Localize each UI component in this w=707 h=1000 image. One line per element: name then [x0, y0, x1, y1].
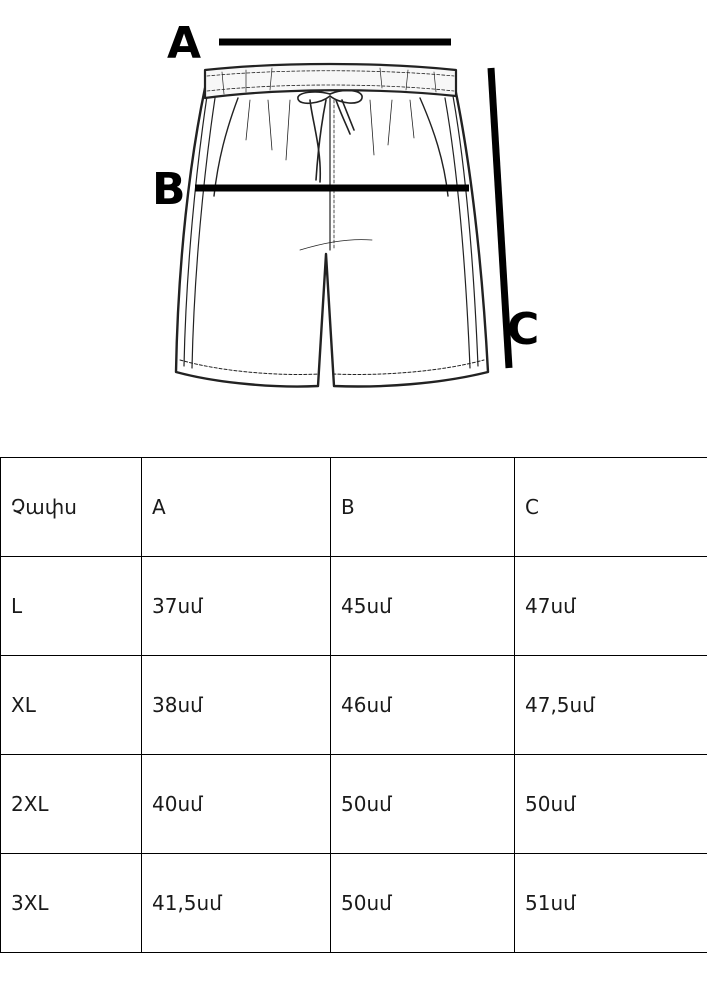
table-cell: 37սմ — [142, 557, 331, 656]
shorts-illustration — [0, 0, 707, 410]
table-row — [1, 557, 707, 656]
table-cell: 38սմ — [142, 656, 331, 755]
header-a: A — [142, 458, 331, 557]
header-b: B — [331, 458, 515, 557]
table-cell: 40սմ — [142, 755, 331, 854]
table-row — [1, 755, 707, 854]
table-cell: 41,5սմ — [142, 854, 331, 953]
table-cell: 3XL — [1, 854, 142, 953]
shorts-measurement-diagram — [0, 0, 707, 410]
table-header-row — [1, 458, 707, 557]
table-cell: 2XL — [1, 755, 142, 854]
shorts-outline — [176, 64, 488, 386]
label-b: B — [152, 164, 186, 215]
table-cell: XL — [1, 656, 142, 755]
label-c: C — [507, 304, 540, 355]
table-cell: 50սմ — [515, 755, 707, 854]
table-cell: 47սմ — [515, 557, 707, 656]
table-cell: 50սմ — [331, 854, 515, 953]
table-cell: 50սմ — [331, 755, 515, 854]
table-cell: 46սմ — [331, 656, 515, 755]
table-cell: L — [1, 557, 142, 656]
size-chart-table — [0, 457, 707, 953]
label-a: A — [167, 18, 202, 69]
table-cell: 47,5սմ — [515, 656, 707, 755]
table-cell: 45սմ — [331, 557, 515, 656]
header-c: C — [515, 458, 707, 557]
table-cell: 51սմ — [515, 854, 707, 953]
table-row — [1, 656, 707, 755]
header-size: Չափս — [1, 458, 142, 557]
table-row — [1, 854, 707, 953]
